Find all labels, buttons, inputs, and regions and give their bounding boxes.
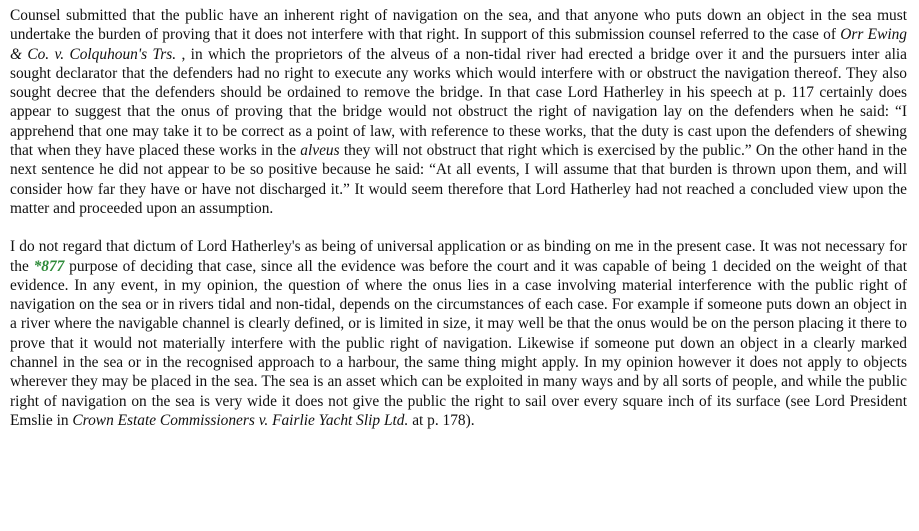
case-citation-orr-ewing: Orr Ewing & Co. v. Colquhoun's Trs. (10, 26, 907, 63)
text-run: I do not regard that dictum of Lord Hatherley's as being of universal application or as binding on me in the present case. It was not necessary for the (10, 238, 907, 275)
case-citation-crown-estate: Crown Estate Commissioners v. Fairlie Yacht Slip Ltd. (72, 411, 409, 429)
term-alveus: alveus (300, 142, 340, 160)
text-run: at p. 178). (408, 411, 475, 429)
paragraph-2 (10, 237, 907, 430)
judgment-text (10, 6, 907, 430)
text-run: purpose of deciding that case, since all the evidence was before the court and it was capable of being 1 decided on the weight of that evidence. In any event, in my opinion, the question of where the onus lies in a case involving material interference with the public right of navigation on the sea or in rivers tidal and non-tidal, depends on the circumstances of each case. For example if someone puts down an object in a river where the navigable channel is clearly defined, or is limited in size, it may well be that the onus would be on the person placing it there to prove that it would not materially interfere with the public right of navigation. Likewise if someone put down an object in a clearly marked channel in the sea or in the recognised approach to a harbour, the same thing might apply. In my opinion however it does not apply to objects wherever they may be placed in the sea. The sea is an asset which can be exploited in many ways and by all sorts of people, and while the public right of navigation on the sea is very wide it does not give the public the right to sail over every square inch of its surface (see Lord President Emslie in (10, 257, 907, 429)
star-page-link[interactable]: *877 (33, 257, 65, 275)
text-run: , in which the proprietors of the alveus of a non-tidal river had erected a bridge over it and the pursuers inter alia sought declarator that the defenders had no right to execute any works which would interfere with or obstruct the navigation thereof. They also sought decree that the defenders should be ordained to remove the bridge. In that case Lord Hatherley in his speech at p. 117 certainly does appear to suggest that the onus of proving that the bridge would not obstruct the right of navigation lay on the defenders when he said: “I apprehend that one may take it to be correct as a point of law, with reference to these works, that the duty is cast upon the defenders of shewing that when they have placed these works in the (10, 45, 908, 160)
text-run: they will not obstruct that right which is exercised by the public.” On the other hand in the next sentence he did not appear to be so positive because he said: “At all events, I will assume that that burden is thrown upon them, and will consider how far they have or have not discharged it.” It would seem therefore that Lord Hatherley had not reached a concluded view upon the matter and proceeded upon an assumption. (10, 142, 907, 217)
paragraph-1 (10, 6, 907, 218)
text-run: Counsel submitted that the public have an inherent right of navigation on the sea, and that anyone who puts down an object in the sea must undertake the burden of proving that it does not interfere with that right. In support of this submission counsel referred to the case of (10, 7, 907, 44)
